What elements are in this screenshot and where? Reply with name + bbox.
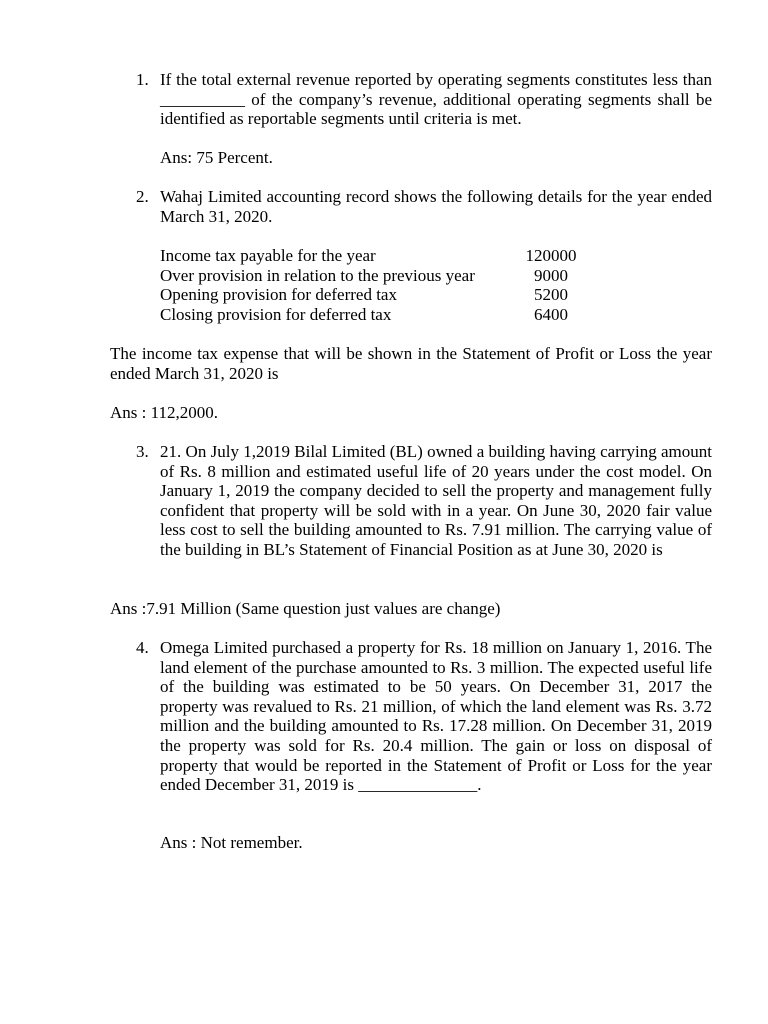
q1-answer: Ans: 75 Percent. bbox=[160, 148, 273, 167]
q2-question: The income tax expense that will be shown in the Statement of Profit or Loss the year ended March 31, 2020 is bbox=[110, 344, 712, 383]
table-row bbox=[160, 246, 640, 266]
table-row bbox=[160, 285, 640, 305]
row-value: 6400 bbox=[534, 304, 568, 324]
q4-question: Omega Limited purchased a property for Rs. 18 million on January 1, 2016. The land element of the purchase amounted to Rs. 3 million. The expected useful life of the building was estimated to be 50 years. On December 31, 2017 the property was revalued to Rs. 21 million, of which the land element was Rs. 3.72 million and the building amounted to Rs. 17.28 million. On December 31, 2019 the property was sold for Rs. 20.4 million. The gain or loss on disposal of property that would be reported in the Statement of Profit or Loss for the year ended December 31, 2019 is ______________. bbox=[160, 638, 712, 795]
q3-question: 21. On July 1,2019 Bilal Limited (BL) owned a building having carrying amount of Rs. 8 million and estimated useful life of 20 years under the cost model. On January 1, 2019 the company decided to sell the property and management fully confident that property will be sold with in a year. On June 30, 2020 fair value less cost to sell the building amounted to Rs. 7.91 million. The carrying value of the building in BL’s Statement of Financial Position as at June 30, 2020 is bbox=[160, 442, 712, 559]
q2-answer: Ans : 112,2000. bbox=[110, 403, 218, 422]
row-label: Closing provision for deferred tax bbox=[160, 304, 392, 324]
q2-number: 2. bbox=[136, 187, 149, 206]
row-value: 5200 bbox=[534, 285, 568, 305]
q1-question: If the total external revenue reported by operating segments constitutes less than __________ of the company’s revenue, additional operating segments shall be identified as reportable segments until criteria is met. bbox=[160, 70, 712, 129]
q1-text bbox=[160, 70, 712, 129]
row-label: Income tax payable for the year bbox=[160, 246, 376, 265]
q2-details-table bbox=[160, 246, 640, 324]
q3-answer: Ans :7.91 Million (Same question just values are change) bbox=[110, 599, 501, 618]
q2-text bbox=[160, 187, 712, 226]
q3-number: 3. bbox=[136, 442, 149, 461]
q4-text bbox=[160, 638, 712, 795]
row-label: Over provision in relation to the previous year bbox=[160, 265, 475, 285]
q1-number: 1. bbox=[136, 70, 149, 89]
q2-intro: Wahaj Limited accounting record shows the following details for the year ended March 31, 2020. bbox=[160, 187, 712, 226]
table-row bbox=[160, 266, 640, 286]
row-label: Opening provision for deferred tax bbox=[160, 285, 397, 305]
row-value: 120000 bbox=[525, 246, 577, 265]
table-row bbox=[160, 305, 640, 325]
q3-text bbox=[160, 442, 712, 560]
q2-question-block bbox=[110, 344, 712, 383]
row-value: 9000 bbox=[534, 265, 568, 285]
q4-number: 4. bbox=[136, 638, 149, 657]
q4-answer: Ans : Not remember. bbox=[160, 833, 303, 852]
